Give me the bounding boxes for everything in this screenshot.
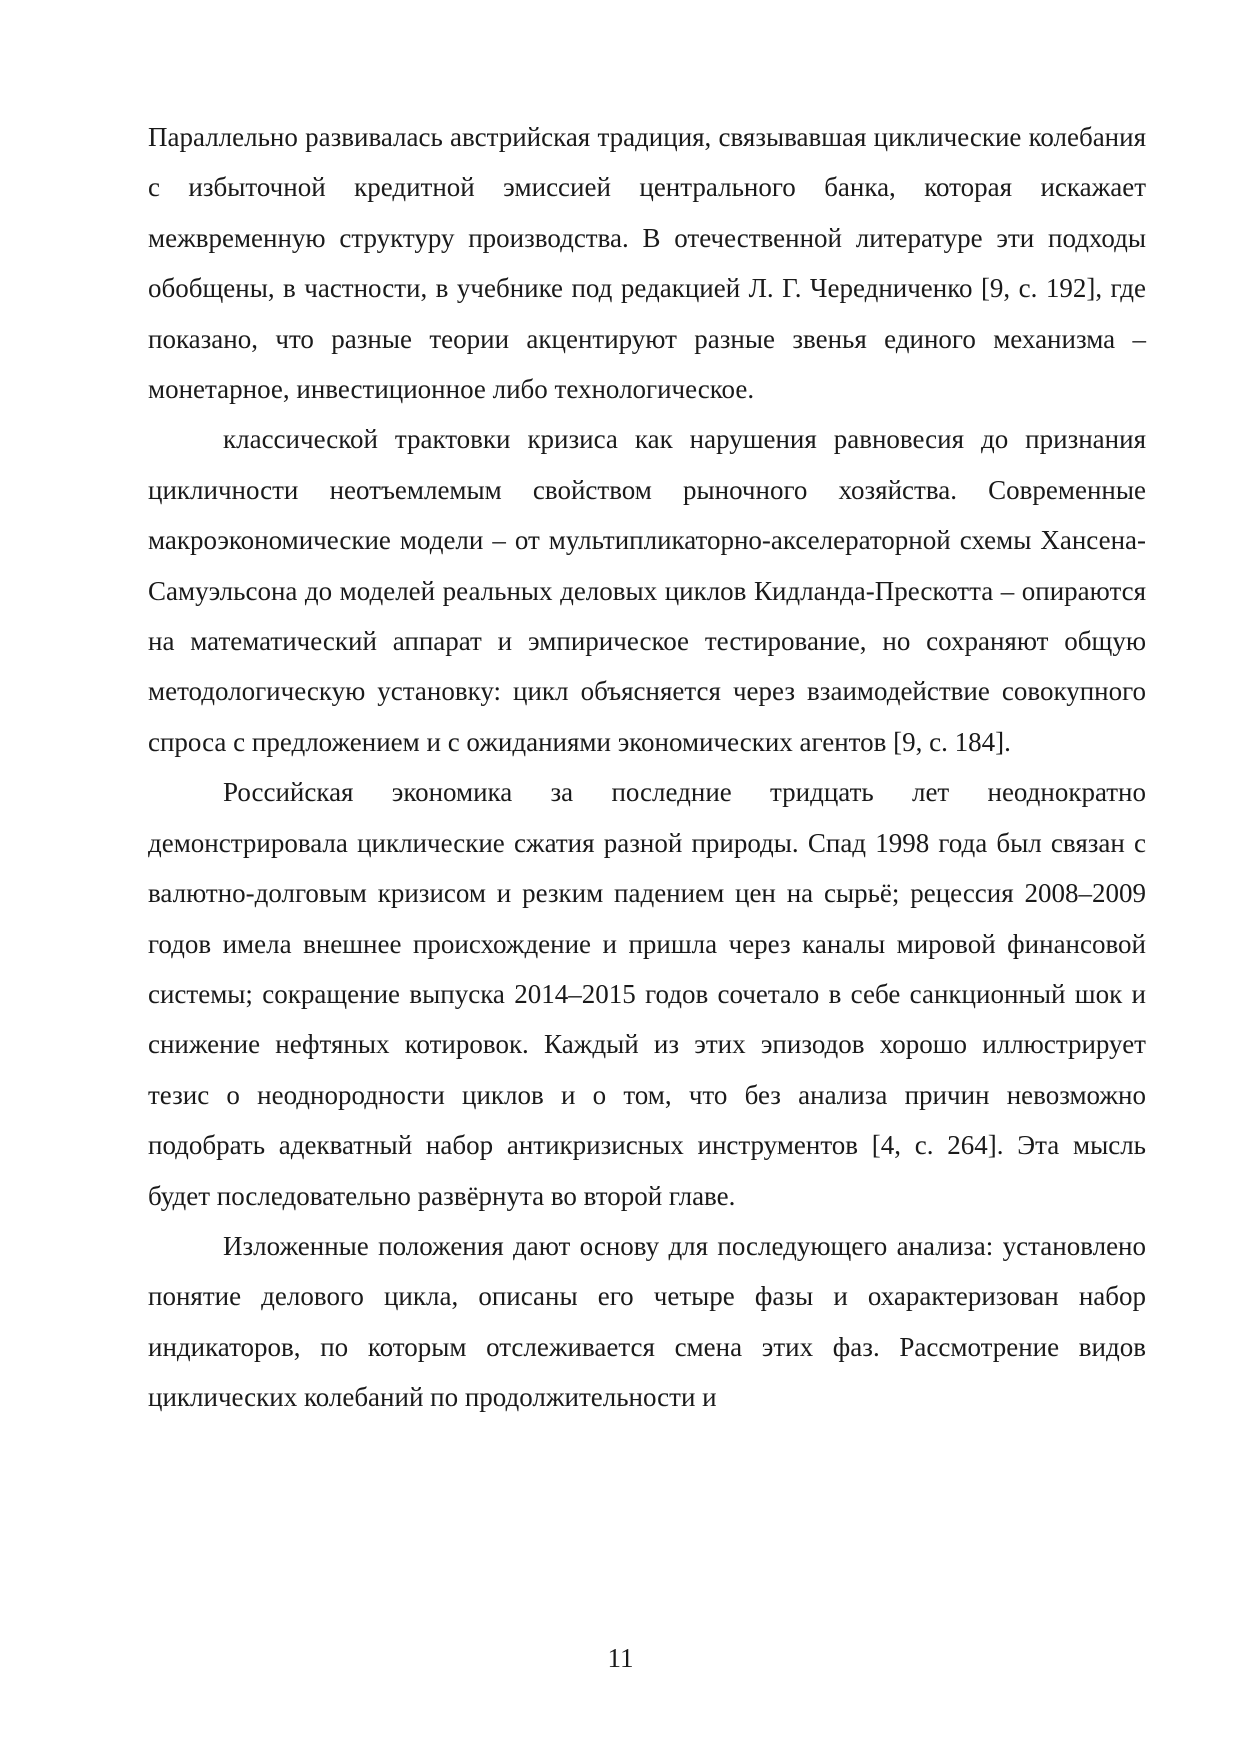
paragraph-conclusion: Изложенные положения дают основу для последующего анализа: установлено понятие делового цикла, описаны его четыре фазы и охарактеризован набор индикаторов, по которым отслеживается смена этих фаз. Рассмотрение видов циклических колебаний по продолжительности и — [148, 1230, 1146, 1413]
paragraph-classical-interpretation: классической трактовки кризиса как нарушения равновесия до признания цикличности неотъемлемым свойством рыночного хозяйства. Современные макроэкономические модели – от мультипликаторно-акселераторной схемы Хансена-Самуэльсона до моделей реальных деловых циклов Кидланда-Прескотта – опираются на математический аппарат и эмпирическое тестирование, но сохраняют общую методологическую установку: цикл объясняется через взаимодействие совокупного спроса с предложением и с ожиданиями экономических агентов [9, с. 184]. — [148, 424, 1146, 757]
page-number: 11 — [607, 1643, 634, 1673]
paragraph-austrian-tradition: Параллельно развивалась австрийская традиция, связывавшая циклические колебания с избыточной кредитной эмиссией центрального банка, которая искажает межвременную структуру производства. В отечественной литературе эти подходы обобщены, в частности, в учебнике под редакцией Л. Г. Чередниченко [9, с. 192], где показано, что разные теории акцентируют разные звенья единого механизма – монетарное, инвестиционное либо технологическое. — [148, 122, 1146, 405]
page-body — [148, 112, 1146, 1423]
paragraph-russian-economy: Российская экономика за последние тридцать лет неоднократно демонстрировала циклические сжатия разной природы. Спад 1998 года был связан с валютно-долговым кризисом и резким падением цен на сырьё; рецессия 2008–2009 годов имела внешнее происхождение и пришла через каналы мировой финансовой системы; сокращение выпуска 2014–2015 годов сочетало в себе санкционный шок и снижение нефтяных котировок. Каждый из этих эпизодов хорошо иллюстрирует тезис о неоднородности циклов и о том, что без анализа причин невозможно подобрать адекватный набор антикризисных инструментов [4, с. 264]. Эта мысль будет последовательно развёрнута во второй главе. — [148, 777, 1146, 1211]
